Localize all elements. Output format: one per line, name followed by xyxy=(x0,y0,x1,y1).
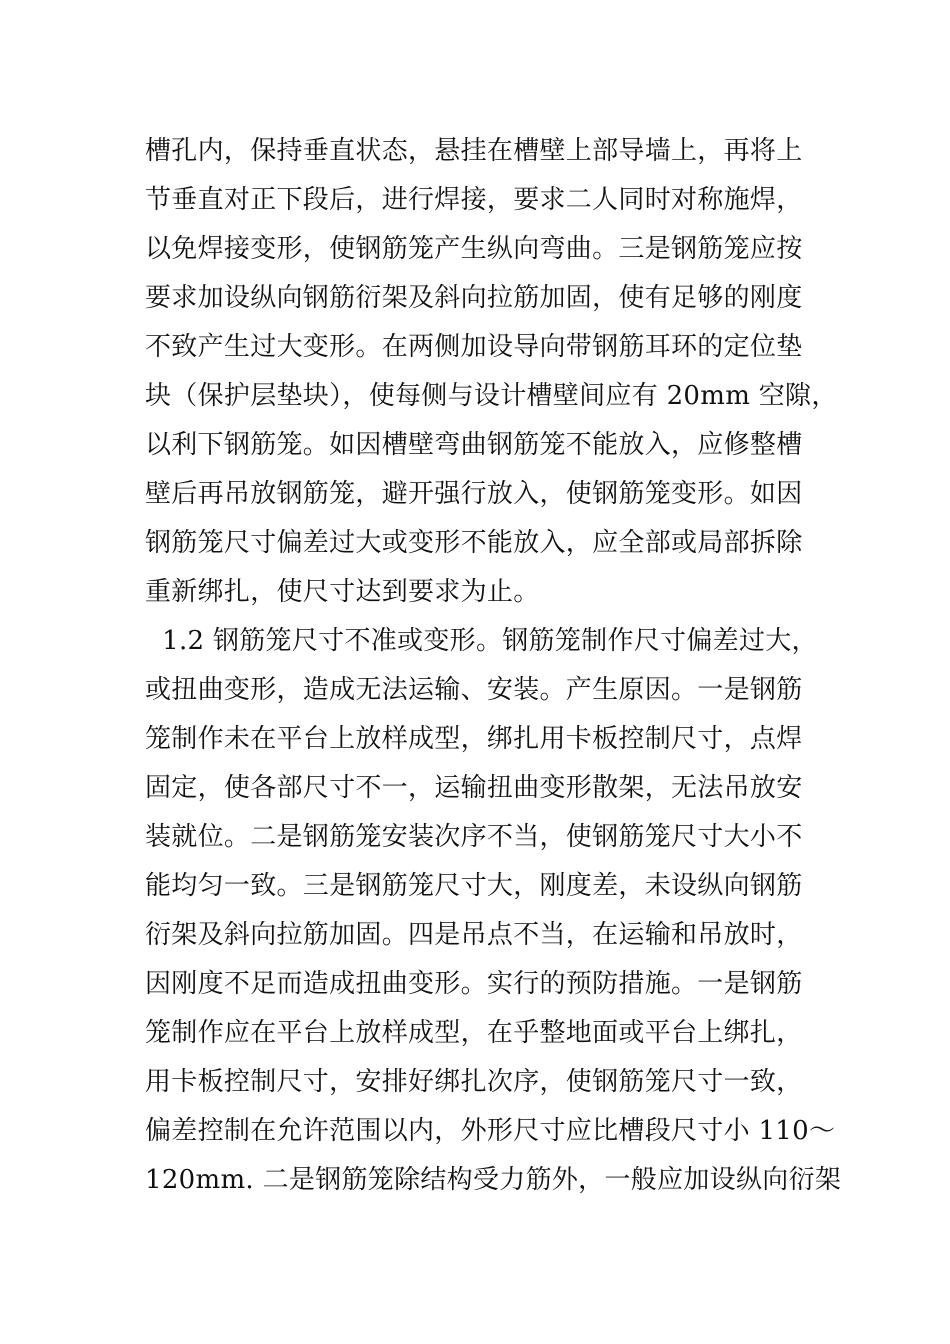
text-line: 要求加设纵向钢筋衍架及斜向拉筋加固，使有足够的刚度 xyxy=(145,283,803,313)
text-line: 节垂直对正下段后，进行焊接，要求二人同时对称施焊， xyxy=(145,185,803,215)
text-line: 以免焊接变形，使钢筋笼产生纵向弯曲。三是钢筋笼应按 xyxy=(145,234,803,264)
text-line: 能均匀一致。三是钢筋笼尺寸大，刚度差，未设纵向钢筋 xyxy=(145,871,803,901)
text-line: 偏差控制在允许范围以内，外形尺寸应比槽段尺寸小 110～ xyxy=(145,1116,836,1146)
text-line: 或扭曲变形，造成无法运输、安装。产生原因。一是钢筋 xyxy=(145,675,803,705)
text-line: 壁后再吊放钢筋笼，避开强行放入，使钢筋笼变形。如因 xyxy=(145,479,803,509)
section-heading-line: 1.2 钢筋笼尺寸不准或变形。钢筋笼制作尺寸偏差过大， xyxy=(145,626,818,656)
text-line: 装就位。二是钢筋笼安装次序不当，使钢筋笼尺寸大小不 xyxy=(145,822,803,852)
text-line: 以利下钢筋笼。如因槽壁弯曲钢筋笼不能放入，应修整槽 xyxy=(145,430,803,460)
text-line: 笼制作应在平台上放样成型，在乎整地面或平台上绑扎， xyxy=(145,1018,803,1048)
text-line: 笼制作未在平台上放样成型，绑扎用卡板控制尺寸，点焊 xyxy=(145,724,803,754)
text-line: 固定，使各部尺寸不一，运输扭曲变形散架，无法吊放安 xyxy=(145,773,803,803)
text-line: 不致产生过大变形。在两侧加设导向带钢筋耳环的定位垫 xyxy=(145,332,803,362)
text-line: 钢筋笼尺寸偏差过大或变形不能放入，应全部或局部拆除 xyxy=(145,528,803,558)
text-line: 槽孔内，保持垂直状态，悬挂在槽壁上部导墙上，再将上 xyxy=(145,136,803,166)
text-line: 因刚度不足而造成扭曲变形。实行的预防措施。一是钢筋 xyxy=(145,969,803,999)
text-line: 块（保护层垫块），使每侧与设计槽壁间应有 20mm 空隙， xyxy=(145,381,838,411)
text-line: 衍架及斜向拉筋加固。四是吊点不当，在运输和吊放时， xyxy=(145,920,803,950)
text-line: 120mm. 二是钢筋笼除结构受力筋外，一般应加设纵向衍架 xyxy=(145,1165,842,1195)
text-line: 重新绑扎，使尺寸达到要求为止。 xyxy=(145,577,540,607)
text-line: 用卡板控制尺寸，安排好绑扎次序，使钢筋笼尺寸一致， xyxy=(145,1067,803,1097)
